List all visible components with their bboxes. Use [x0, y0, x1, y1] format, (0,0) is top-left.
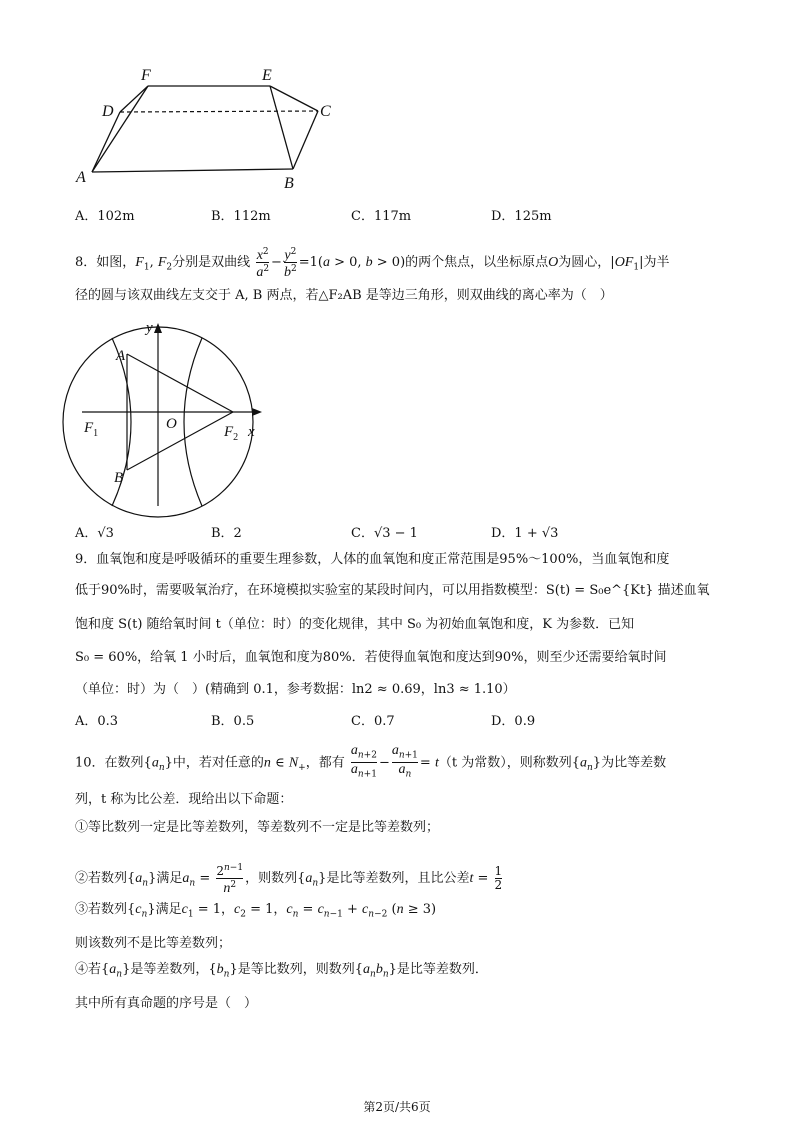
q8-text-1: 如图， — [96, 255, 136, 270]
q7-option-a[interactable]: A．102m — [75, 209, 135, 224]
label-C: C — [320, 103, 331, 120]
label-A: A — [116, 348, 126, 364]
q8-line-1: 8．如图，$F_1$, $F_2$分别是双曲线 $\frac{x^2}{a^2}$ − $\frac{y^2}{b^2}$ =1(a > 0, b > 0)的两个焦点，以坐标原点O为圆心，$|OF_1|$为半 — [75, 247, 670, 280]
q8-option-d[interactable]: D．1 + √3 — [491, 526, 559, 541]
q10-proposition-1: ①等比数列一定是比等差数列，等差数列不一定是比等差数列； — [75, 820, 440, 835]
q8-option-c[interactable]: C．√3 − 1 — [351, 526, 418, 541]
q10-proposition-2: ②若数列$\{a_n\}$满足$a_n$ = $\frac{2^{n-1}}{n^2}$ ，则数列$\{a_n\}$是比等差数列，且比公差t = $\frac{1}{2}$ — [75, 863, 503, 896]
q10-frac-3: $\frac{2^{n-1}}{n^2}$ — [216, 863, 244, 896]
q8-options — [75, 522, 735, 542]
hyperbola-right-branch — [184, 338, 202, 506]
label-x: x — [248, 424, 255, 440]
x-axis-arrow — [252, 408, 262, 416]
label-F: F — [141, 67, 151, 84]
q8-option-a[interactable]: A．√3 — [75, 526, 114, 541]
q10-frac-2: $\frac{a_{n+1}}{a_n}$ — [391, 743, 418, 780]
q9-line-3: 饱和度 S(t) 随给氧时间 t（单位：时）的变化规律，其中 S₀ 为初始血氧饱和度，K 为参数．已知 — [75, 617, 635, 632]
q8-text-3: 的两个焦点，以坐标原点 — [405, 255, 549, 270]
q8-line-2: 径的圆与该双曲线左支交于 A, B 两点，若△F₂AB 是等边三角形，则双曲线的离心率为（ ） — [75, 288, 613, 303]
q9-line-4: S₀ = 60%，给氧 1 小时后，血氧饱和度为80%．若使得血氧饱和度达到90%，则至少还需要给氧时间 — [75, 650, 667, 665]
label-D: D — [102, 103, 114, 120]
q8-text-5: 为半 — [643, 255, 670, 270]
q7-option-d[interactable]: D．125m — [491, 209, 552, 224]
q8-frac-x: $\frac{x^2}{a^2}$ — [256, 247, 270, 280]
label-B: B — [284, 175, 294, 192]
q9-option-d[interactable]: D．0.9 — [491, 714, 536, 729]
label-y: y — [146, 320, 153, 336]
y-axis-arrow — [154, 323, 162, 333]
label-F1: $F_1$ — [84, 420, 99, 439]
q9-line-1: 9．血氧饱和度是呼吸循环的重要生理参数，人体的血氧饱和度正常范围是95%～100%，当血氧饱和度 — [75, 552, 670, 567]
q8-number: 8． — [75, 255, 97, 270]
q9-option-a[interactable]: A．0.3 — [75, 714, 119, 729]
q9-line-5: （单位：时）为（ ）(精确到 0.1，参考数据：ln2 ≈ 0.69，ln3 ≈ 1.10） — [75, 682, 516, 697]
q9-option-b[interactable]: B．0.5 — [211, 714, 255, 729]
q8-frac-y: $\frac{y^2}{b^2}$ — [283, 247, 297, 280]
label-B: B — [114, 470, 124, 486]
q10-proposition-4: ④若$\{a_n\}$是等差数列，$\{b_n\}$是等比数列，则数列$\{a_nb_n\}$是比等差数列． — [75, 962, 488, 980]
q8-option-b[interactable]: B．2 — [211, 526, 242, 541]
q10-frac-1: $\frac{a_{n+2}}{a_{n+1}}$ — [350, 743, 377, 780]
label-A: A — [76, 169, 86, 186]
label-O: O — [166, 416, 177, 432]
q8-text-4: 为圆心， — [558, 255, 611, 270]
q9-option-c[interactable]: C．0.7 — [351, 714, 395, 729]
q10-line-3c: 则该数列不是比等差数列； — [75, 936, 232, 951]
hyperbola-figure — [0, 0, 794, 520]
q10-line-2: 列，t 称为比公差．现给出以下命题： — [75, 792, 293, 807]
q10-line-1: 10．在数列$\{a_n\}$中，若对任意的n ∈ $N_+$，都有 $\frac{a_{n+2}}{a_{n+1}}$ − $\frac{a_{n+1}}{a_n}$ = t（t 为常数），则称数列$\{a_n\}$为比等差数 — [75, 743, 667, 780]
q9-options — [75, 710, 735, 730]
q10-frac-4: $\frac{1}{2}$ — [494, 864, 503, 892]
side-BF2 — [127, 412, 233, 470]
q7-option-c[interactable]: C．117m — [351, 209, 412, 224]
q8-text-2: 分别是双曲线 — [172, 255, 251, 270]
q10-question: 其中所有真命题的序号是（ ） — [75, 996, 258, 1011]
label-E: E — [262, 67, 272, 84]
q7-option-b[interactable]: B．112m — [211, 209, 271, 224]
side-AF2 — [127, 354, 233, 412]
q10-proposition-3: ③若数列$\{c_n\}$满足$c_1 = 1$，$c_2 = 1$，$c_n = c_{n-1} + c_{n-2}$ (n ≥ 3) — [75, 902, 437, 920]
label-F2: $F_2$ — [224, 424, 239, 443]
q9-line-2: 低于90%时，需要吸氧治疗，在环境模拟实验室的某段时间内，可以用指数模型：S(t) = S₀e^{Kt} 描述血氧 — [75, 583, 710, 598]
page-footer: 第2页/共6页 — [363, 1100, 431, 1114]
